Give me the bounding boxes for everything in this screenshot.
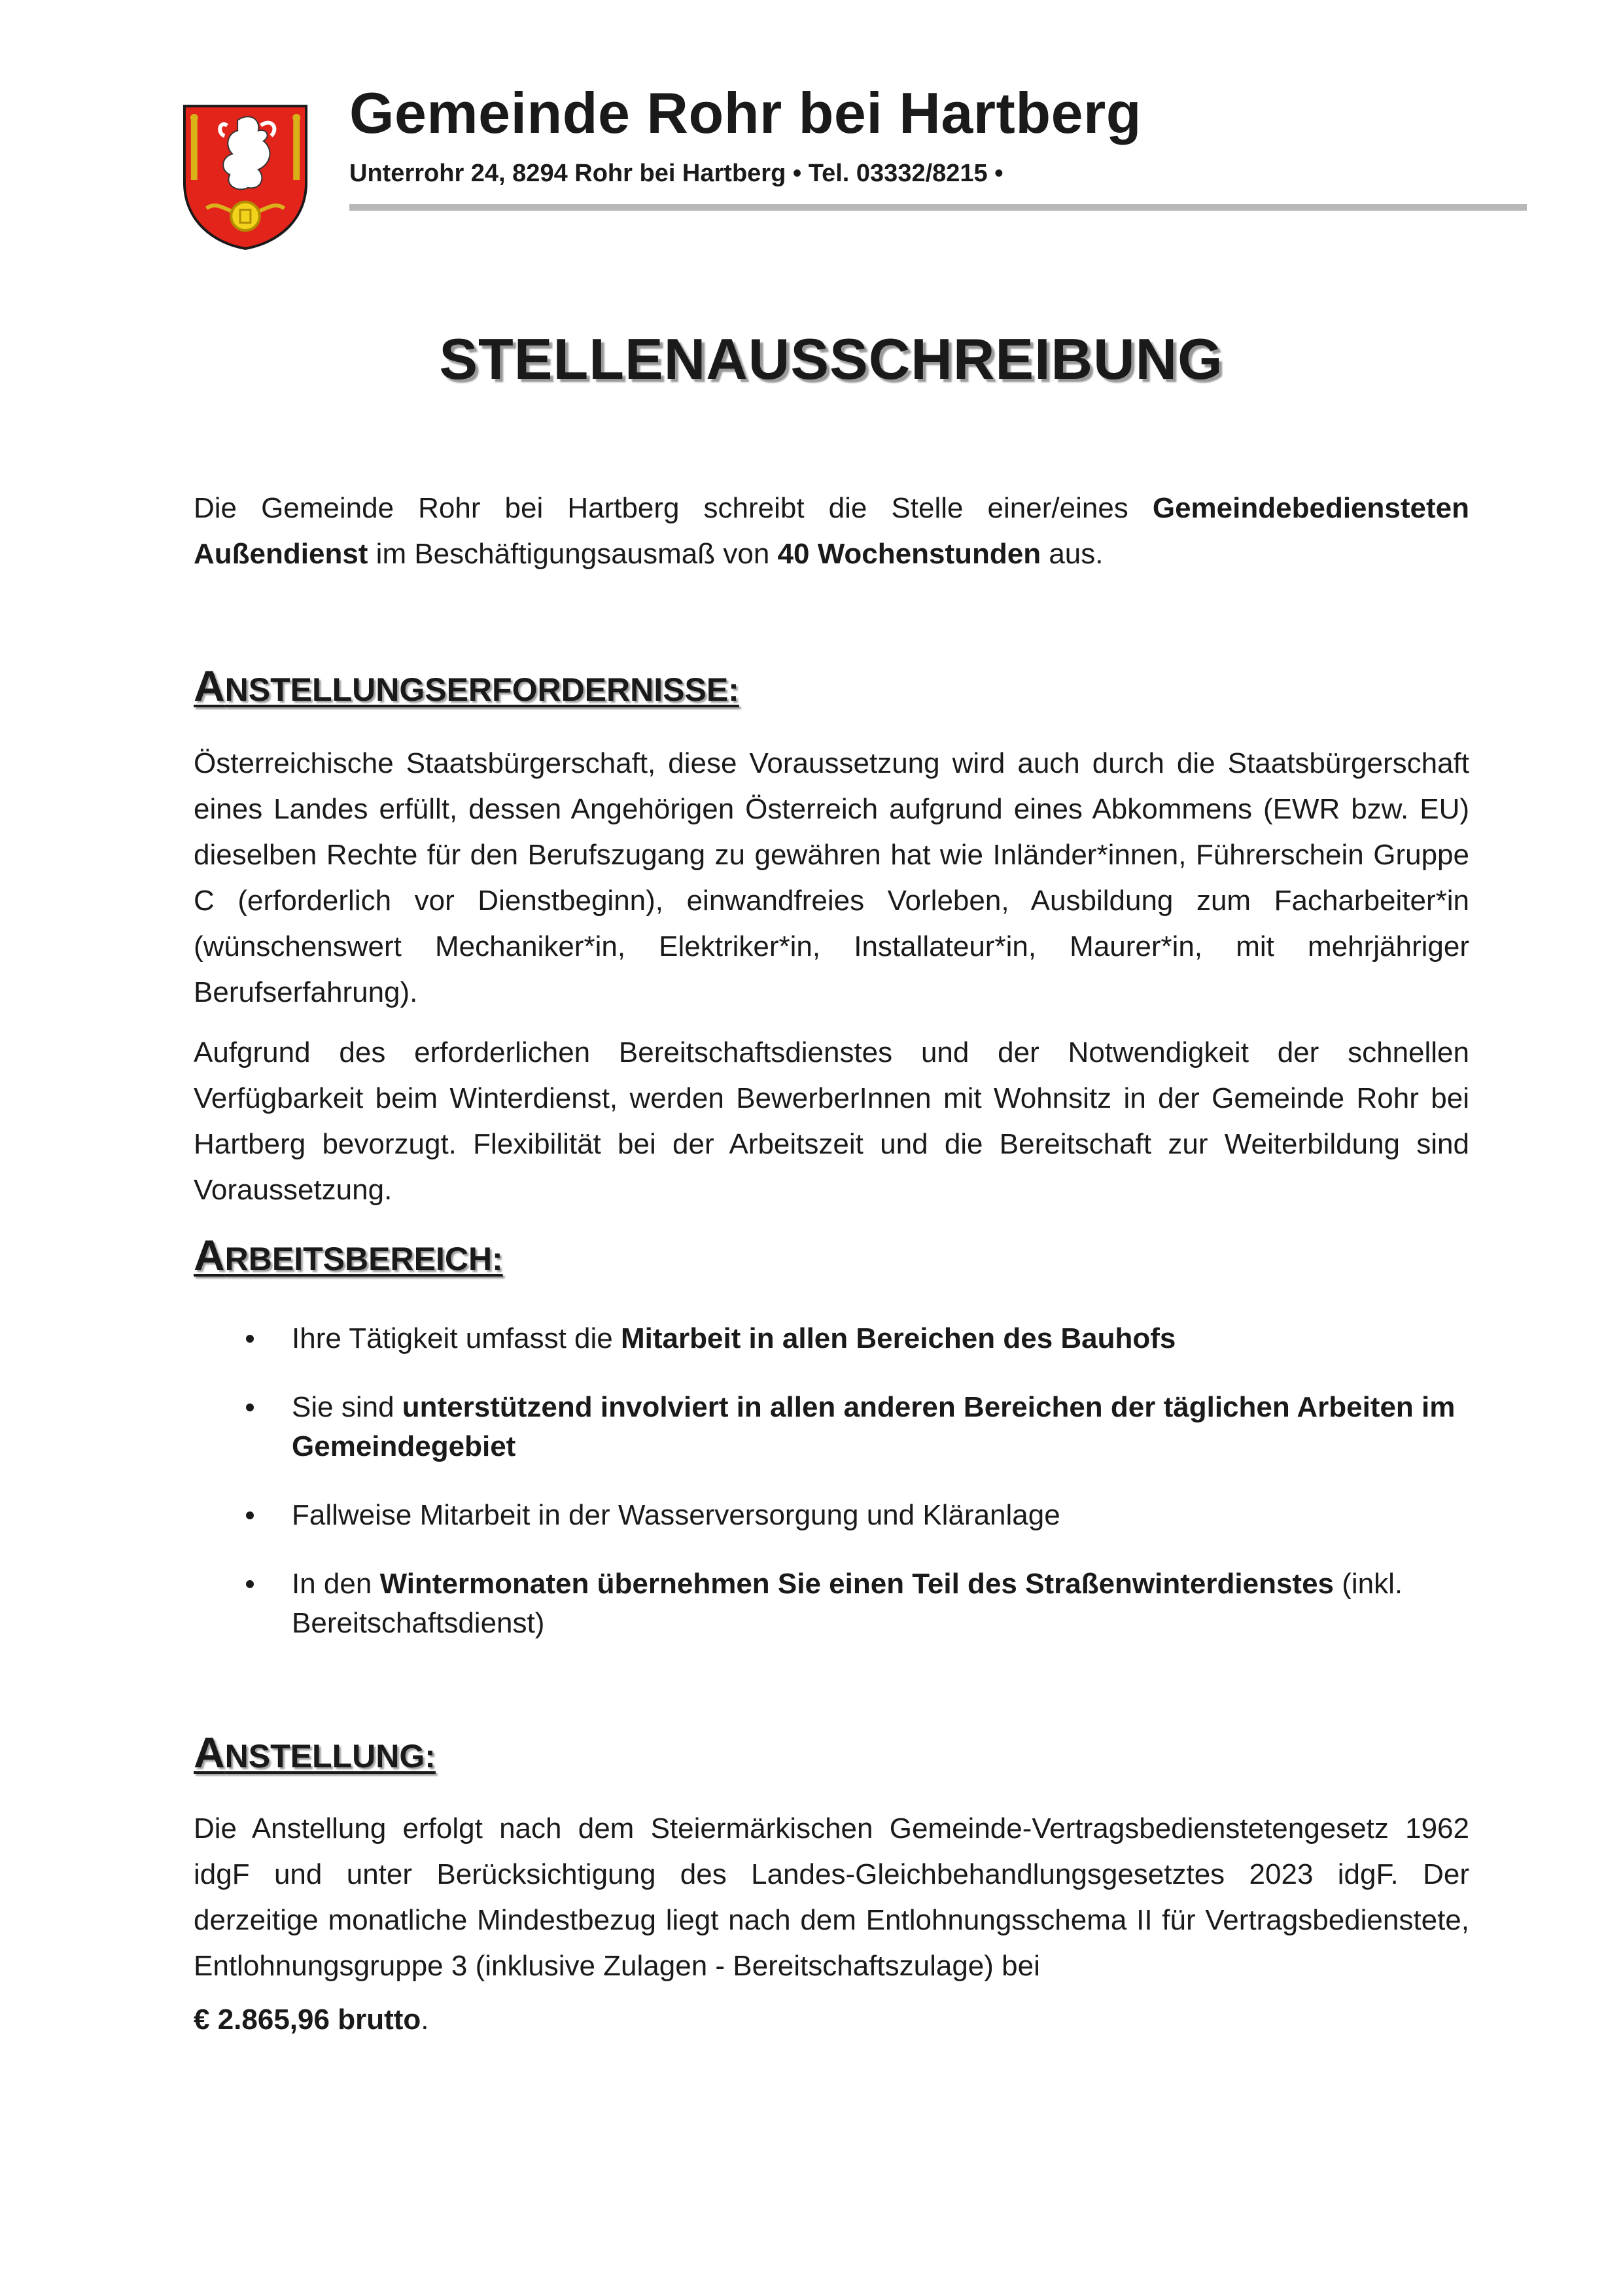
organization-address: Unterrohr 24, 8294 Rohr bei Hartberg • Tel. 03332/8215 • bbox=[349, 160, 1003, 187]
bullet-icon bbox=[246, 1580, 254, 1588]
salary-line: € 2.865,96 brutto. bbox=[194, 2004, 429, 2036]
work-area-list bbox=[194, 1319, 1469, 1643]
intro-paragraph: Die Gemeinde Rohr bei Hartberg schreibt die Stelle einer/eines Gemeindebediensteten Außendienst im Beschäftigungsausmaß von 40 Wochenstunden aus. bbox=[194, 492, 1469, 570]
section-heading-work-area: ARBEITSBEREICH: bbox=[194, 1231, 503, 1279]
requirements-paragraph-1: Österreichische Staatsbürgerschaft, diese Voraussetzung wird auch durch die Staatsbürgerschaft eines Landes erfüllt, dessen Angehörigen Österreich aufgrund eines Abkommens (EWR bzw. EU) dieselben Rechte für den Berufszugang zu gewähren hat wie Inländer*innen, Führerschein Gruppe C (erforderlich vor Dienstbeginn), einwandfreies Vorleben, Ausbildung zum Facharbeiter*in (wünschenswert Mechaniker*in, Elektriker*in, Installateur*in, Maurer*in, mit mehrjähriger Berufserfahrung). bbox=[194, 747, 1469, 1008]
section-heading-employment: ANSTELLUNG: bbox=[194, 1728, 436, 1776]
bullet-icon bbox=[246, 1335, 254, 1343]
list-item: Fallweise Mitarbeit in der Wasserversorgung und Kläranlage bbox=[194, 1496, 1469, 1535]
coat-of-arms-icon bbox=[181, 102, 310, 251]
section-heading-requirements: ANSTELLUNGSERFORDERNISSE: bbox=[194, 662, 739, 710]
header-divider bbox=[349, 204, 1527, 211]
bullet-icon bbox=[246, 1511, 254, 1519]
document-title: STELLENAUSSCHREIBUNG bbox=[439, 327, 1223, 391]
organization-name: Gemeinde Rohr bei Hartberg bbox=[349, 80, 1142, 145]
bullet-icon bbox=[246, 1404, 254, 1411]
requirements-paragraph-2: Aufgrund des erforderlichen Bereitschaftsdienstes und der Notwendigkeit der schnellen Verfügbarkeit beim Winterdienst, werden BewerberInnen mit Wohnsitz in der Gemeinde Rohr bei Hartberg bevorzugt. Flexibilität bei der Arbeitszeit und die Bereitschaft zur Weiterbildung sind Voraussetzung. bbox=[194, 1036, 1469, 1206]
list-item: Ihre Tätigkeit umfasst die Mitarbeit in allen Bereichen des Bauhofs bbox=[194, 1319, 1469, 1358]
list-item: In den Wintermonaten übernehmen Sie einen Teil des Straßenwinterdienstes (inkl. Bereitschaftsdienst) bbox=[194, 1564, 1469, 1643]
employment-paragraph: Die Anstellung erfolgt nach dem Steiermärkischen Gemeinde-Vertragsbedienstetengesetz 1962 idgF und unter Berücksichtigung des Landes-Gleichbehandlungsgesetztes 2023 idgF. Der derzeitige monatliche Mindestbezug liegt nach dem Entlohnungsschema II für Vertragsbedienstete, Entlohnungsgruppe 3 (inklusive Zulagen - Bereitschaftszulage) bei bbox=[194, 1812, 1469, 1982]
list-item: Sie sind unterstützend involviert in allen anderen Bereichen der täglichen Arbeiten im Gemeindegebiet bbox=[194, 1388, 1469, 1466]
